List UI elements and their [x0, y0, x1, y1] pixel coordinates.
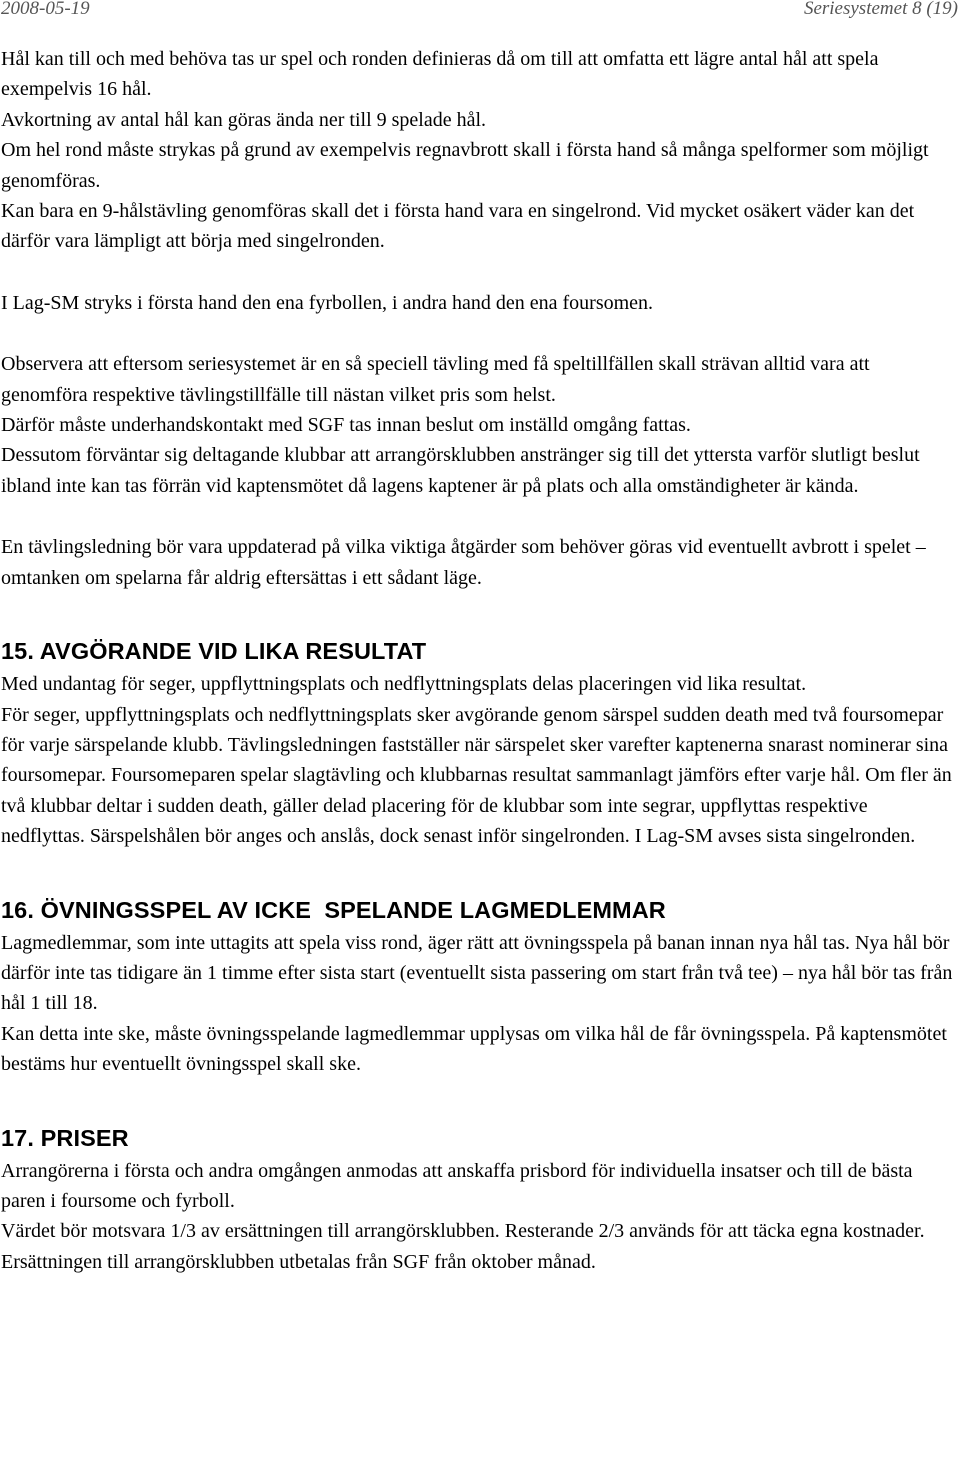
- section-heading-17: 17. PRISER: [1, 1124, 129, 1151]
- paragraph: I Lag-SM stryks i första hand den ena fyrbollen, i andra hand den ena foursomen.: [1, 291, 654, 314]
- document-body: [1, 44, 956, 1277]
- spacer: [1, 1080, 956, 1120]
- paragraph: Därför måste underhandskontakt med SGF tas innan beslut om inställd omgång fattas.: [1, 414, 691, 437]
- paragraph: Ersättningen till arrangörsklubben utbetalas från SGF från oktober månad.: [1, 1250, 596, 1273]
- section-heading-16: 16. ÖVNINGSSPEL AV ICKE SPELANDE LAGMEDLEMMAR: [1, 896, 666, 923]
- paragraph: Hål kan till och med behöva tas ur spel och ronden definieras då om till att omfatta ett lägre antal hål att spela exempelvis 16 hål.: [1, 48, 879, 101]
- paragraph: Kan detta inte ske, måste övningsspelande lagmedlemmar upplysas om vilka hål de får övningsspela. På kaptensmötet bestäms hur eventuellt övningsspel skall ske.: [1, 1022, 947, 1076]
- paragraph: Med undantag för seger, uppflyttningsplats och nedflyttningsplats delas placeringen vid lika resultat.: [1, 673, 807, 696]
- paragraph: Om hel rond måste strykas på grund av exempelvis regnavbrott skall i första hand så många spelformer som möjligt genomföras.: [1, 139, 929, 192]
- page-header: [0, 0, 960, 22]
- spacer: [1, 593, 956, 633]
- spacer: [1, 852, 956, 892]
- paragraph: Värdet bör motsvara 1/3 av ersättningen till arrangörsklubben. Resterande 2/3 används för att täcka egna kostnader.: [1, 1220, 925, 1243]
- spacer: [1, 318, 956, 349]
- header-date: 2008-05-19: [1, 0, 90, 19]
- header-page-title: Seriesystemet 8 (19): [803, 0, 958, 19]
- paragraph: För seger, uppflyttningsplats och nedflyttningsplats sker avgörande genom särspel sudden death med två foursomepar för varje särspelande klubb. Tävlingsledningen fastställer när särspelet sker varefter kaptenerna snarast nominerar sina foursomepar. Foursomeparen spelar slagtävling och klubbarnas resultat sammanlagt jämförs efter varje hål. Om fler än två klubbar deltar i sudden death, gäller delad placering för de klubbar som inte segrar, uppflyttas respektive nedflyttas. Särspelshålen bör anges och anslås, dock senast inför singelronden. I Lag-SM avses sista singelronden.: [1, 703, 952, 848]
- spacer: [1, 501, 956, 532]
- paragraph: Avkortning av antal hål kan göras ända ner till 9 spelade hål.: [1, 108, 487, 131]
- paragraph: En tävlingsledning bör vara uppdaterad på vilka viktiga åtgärder som behöver göras vid eventuellt avbrott i spelet – omtanken om spelarna får aldrig eftersättas i ett sådant läge.: [1, 536, 926, 589]
- paragraph: Lagmedlemmar, som inte uttagits att spela viss rond, äger rätt att övningsspela på banan innan nya hål tas. Nya hål bör därför inte tas tidigare än 1 timme efter sista start (eventuellt sista passering om start från två tee) – nya hål bör tas från hål 1 till 18.: [1, 931, 953, 1015]
- paragraph: Kan bara en 9-hålstävling genomföras skall det i första hand vara en singelrond. Vid mycket osäkert väder kan det därför vara lämpligt att börja med singelronden.: [1, 200, 915, 253]
- paragraph: Dessutom förväntar sig deltagande klubbar att arrangörsklubben anstränger sig till det yttersta varför slutligt beslut ibland inte kan tas förrän vid kaptensmötet då lagens kaptener är på plats och alla omständigheter är kända.: [1, 444, 920, 497]
- section-heading-15: 15. AVGÖRANDE VID LIKA RESULTAT: [1, 638, 427, 665]
- paragraph: Arrangörerna i första och andra omgången anmodas att anskaffa prisbord för individuella insatser och till de bästa paren i foursome och fyrboll.: [1, 1159, 913, 1212]
- spacer: [1, 257, 956, 288]
- paragraph: Observera att eftersom seriesystemet är en så speciell tävling med få speltillfällen skall strävan alltid vara att genomföra respektive tävlingstillfälle till nästan vilket pris som helst.: [1, 353, 870, 406]
